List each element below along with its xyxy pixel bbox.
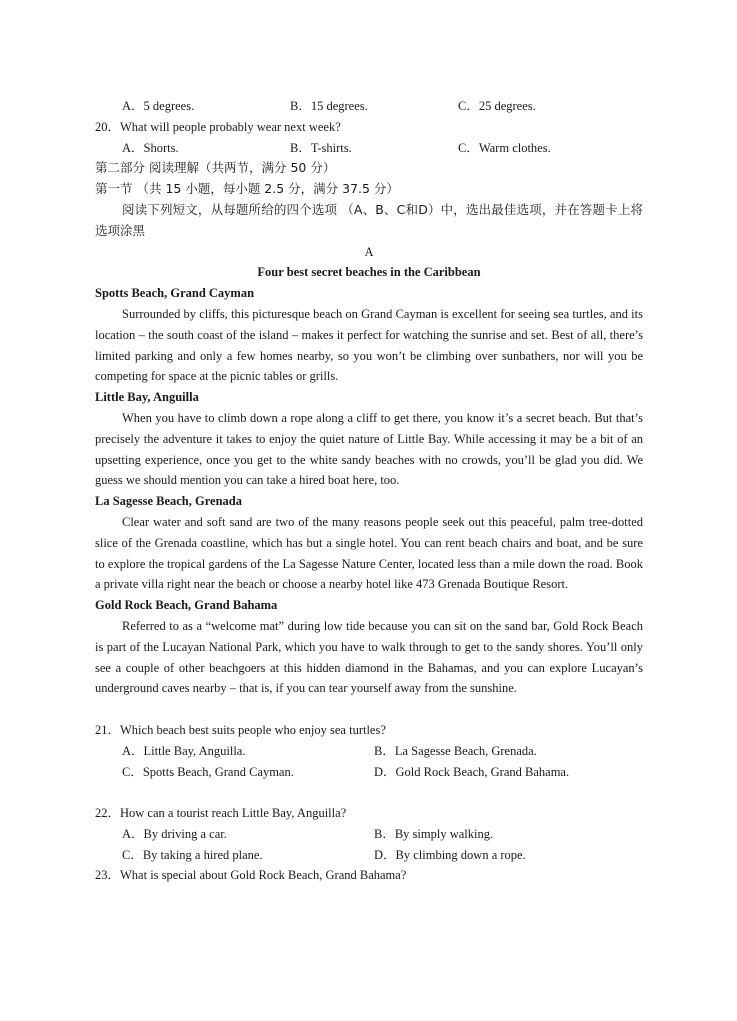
q21-option-b: B．La Sagesse Beach, Grenada. — [374, 743, 537, 758]
beach-name: Little Bay, Anguilla — [95, 390, 199, 405]
q22-option-b: B．By simply walking. — [374, 826, 494, 841]
q22-options-row1 — [95, 824, 643, 845]
beach-little-bay — [95, 387, 643, 491]
q21-stem: 21．Which beach best suits people who enjoy sea turtles? — [95, 722, 386, 737]
beach-name: Gold Rock Beach, Grand Bahama — [95, 598, 278, 613]
beach-description: When you have to climb down a rope along a cliff to get there, you know it’s a secret beach. But that’s precisely the adventure it takes to enjoy the quiet nature of Little Bay. While accessing it may be a bit of an upsetting experience, once you get to the white sandy beaches with no crowds, you’ll be glad you did. We guess we should mention you can take a hired boat here, too. — [95, 410, 643, 488]
spacer — [95, 782, 643, 803]
q19-option-c: C．25 degrees. — [458, 99, 536, 113]
q22-option-d: D．By climbing down a rope. — [374, 847, 526, 862]
q19-option-b: B．15 degrees. — [290, 99, 368, 113]
part2-heading: 第二部分 阅读理解（共两节，满分 50 分） — [95, 160, 336, 176]
q19-option-a: A．5 degrees. — [122, 99, 195, 113]
q20-options — [95, 138, 643, 159]
q23-stem: 23．What is special about Gold Rock Beach, Grand Bahama? — [95, 868, 407, 883]
q21-options-row2 — [95, 762, 643, 783]
beach-gold-rock — [95, 595, 643, 699]
q21-option-c: C．Spotts Beach, Grand Cayman. — [122, 764, 294, 779]
q21-option-d: D．Gold Rock Beach, Grand Bahama. — [374, 764, 570, 779]
beach-spotts — [95, 283, 643, 387]
spacer — [95, 699, 643, 720]
beach-description: Clear water and soft sand are two of the many reasons people seek out this peaceful, palm tree-dotted slice of the Grenada coastline, which has but a single hotel. You can rent beach chairs and boat, and be sure to explore the tropical gardens of the La Sagesse Nature Center, located less than a mile down the road. Book a private villa right near the beach or choose a nearby hotel like 473 Grenada Boutique Resort. — [95, 514, 643, 592]
q21-option-a: A．Little Bay, Anguilla. — [122, 743, 246, 758]
section1-heading: 第一节 （共 15 小题，每小题 2.5 分，满分 37.5 分） — [95, 181, 399, 197]
q21-options-row1 — [95, 741, 643, 762]
q20-option-a: A．Shorts. — [122, 140, 179, 155]
q22-options-row2 — [95, 845, 643, 866]
beach-name: La Sagesse Beach, Grenada — [95, 494, 242, 509]
passage-title: Four best secret beaches in the Caribbean — [257, 265, 481, 280]
q22-option-c: C．By taking a hired plane. — [122, 847, 263, 862]
q20-stem: 20．What will people probably wear next week? — [95, 119, 341, 134]
q20-option-b: B．T-shirts. — [290, 140, 352, 155]
beach-description: Surrounded by cliffs, this picturesque beach on Grand Cayman is excellent for seeing sea turtles, and its location – the south coast of the island – makes it perfect for watching the sunrise and set. Best of all, there’s limited parking and only a few homes nearby, so you won’t be climbing over sunbathers, nor will you be competing for space at the picnic tables or grills. — [95, 306, 643, 384]
q20-option-c: C．Warm clothes. — [458, 140, 551, 155]
beach-la-sagesse — [95, 491, 643, 595]
q22-option-a: A．By driving a car. — [122, 826, 227, 841]
beach-name: Spotts Beach, Grand Cayman — [95, 286, 255, 301]
exam-page — [95, 96, 643, 886]
passage-label: A — [364, 244, 374, 259]
q19-options — [95, 96, 643, 117]
q22-stem: 22．How can a tourist reach Little Bay, Anguilla? — [95, 806, 347, 821]
instructions: 阅读下列短文，从每题所给的四个选项 （A、B、C和D）中，选出最佳选项，并在答题卡上将选项涂黑 — [95, 201, 643, 238]
beach-description: Referred to as a “welcome mat” during low tide because you can sit on the sand bar, Gold Rock Beach is part of the Lucayan National Park, which you have to walk through to get to the sandy shores. You’ll only see a couple of other beachgoers at this hidden diamond in the Bahamas, and you can explore Lucayan’s underground caves nearby – that is, if you can tear yourself away from the sunshine. — [95, 618, 643, 696]
